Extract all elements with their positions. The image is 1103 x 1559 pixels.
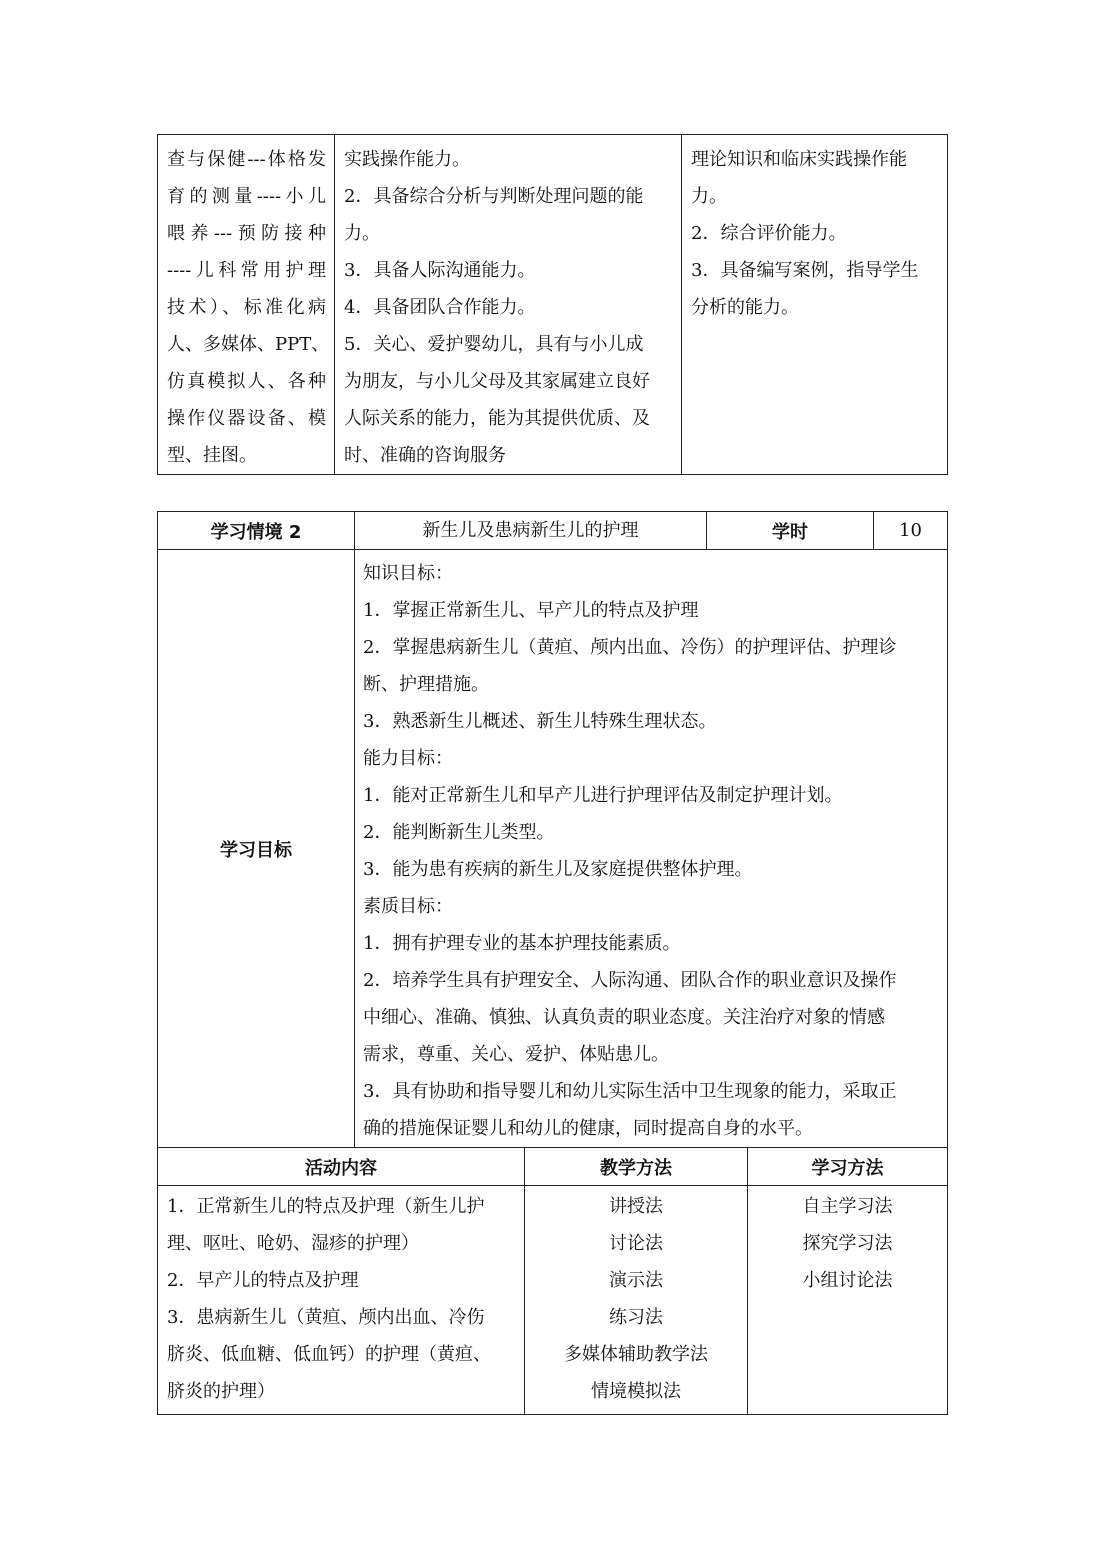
- resources-line: ----儿科常用护理: [167, 260, 326, 281]
- objective-line: 素质目标：: [363, 896, 453, 917]
- activity-line: 脐炎的护理）: [167, 1381, 275, 1402]
- ability-line: 2．具备综合分析与判断处理问题的能: [344, 186, 644, 207]
- hours-label: 学时: [707, 512, 874, 550]
- objective-line: 确的措施保证婴儿和幼儿的健康，同时提高自身的水平。: [363, 1118, 813, 1139]
- learning-header: 学习方法: [748, 1148, 948, 1186]
- learning-cell: [748, 1186, 948, 1415]
- objective-line: 知识目标：: [363, 563, 453, 584]
- resources-text: [167, 141, 330, 474]
- objective-line: 能力目标：: [363, 748, 453, 769]
- teacher-requirement-line: 分析的能力。: [691, 297, 799, 318]
- activity-header: 活动内容: [158, 1148, 525, 1186]
- resources-line: 型、挂图。: [167, 445, 257, 466]
- teaching-method: 演示法: [609, 1270, 663, 1291]
- learning-situation-table: [157, 511, 948, 1415]
- objective-line: 3．具有协助和指导婴儿和幼儿实际生活中卫生现象的能力，采取正: [363, 1081, 897, 1102]
- teaching-cell: [525, 1186, 748, 1415]
- ability-line: 4．具备团队合作能力。: [344, 297, 536, 318]
- teaching-header: 教学方法: [525, 1148, 748, 1186]
- objective-line: 中细心、准确、慎独、认真负责的职业态度。关注治疗对象的情感: [363, 1007, 885, 1028]
- activity-cell: [158, 1186, 525, 1415]
- objective-line: 1．掌握正常新生儿、早产儿的特点及护理: [363, 600, 699, 621]
- hours-value: 10: [874, 512, 948, 550]
- teaching-methods-list: [529, 1188, 743, 1410]
- ability-line: 人际关系的能力，能为其提供优质、及: [344, 408, 650, 429]
- objective-line: 2．培养学生具有护理安全、人际沟通、团队合作的职业意识及操作: [363, 970, 897, 991]
- resources-cell: [158, 135, 335, 475]
- resources-line: 仿真模拟人、各种: [167, 371, 326, 392]
- objective-line: 2．能判断新生儿类型。: [363, 822, 555, 843]
- teaching-method: 讲授法: [609, 1196, 663, 1217]
- teacher-requirement-line: 理论知识和临床实践操作能: [691, 149, 907, 170]
- ability-line: 时、准确的咨询服务: [344, 445, 506, 466]
- activity-text: [167, 1188, 518, 1410]
- activity-line: 3．患病新生儿（黄疸、颅内出血、冷伤: [167, 1307, 485, 1328]
- ability-line: 5．关心、爱护婴幼儿，具有与小儿成: [344, 334, 644, 355]
- resources-line: 人、多媒体、PPT、: [167, 334, 330, 355]
- objective-line: 1．拥有护理专业的基本护理技能素质。: [363, 933, 681, 954]
- ability-line: 实践操作能力。: [344, 149, 470, 170]
- activity-line: 理、呕吐、呛奶、湿疹的护理）: [167, 1233, 419, 1254]
- continuation-table: [157, 134, 948, 475]
- teaching-method: 练习法: [609, 1307, 663, 1328]
- objective-line: 2．掌握患病新生儿（黄疸、颅内出血、冷伤）的护理评估、护理诊: [363, 637, 897, 658]
- activity-line: 1．正常新生儿的特点及护理（新生儿护: [167, 1196, 485, 1217]
- teaching-method: 多媒体辅助教学法: [564, 1344, 708, 1365]
- objective-line: 3．熟悉新生儿概述、新生儿特殊生理状态。: [363, 711, 717, 732]
- activity-line: 脐炎、低血糖、低血钙）的护理（黄疸、: [167, 1344, 491, 1365]
- ability-cell: [335, 135, 682, 475]
- objectives-text: [363, 555, 941, 1147]
- ability-text: [344, 141, 673, 474]
- learning-method: 探究学习法: [802, 1233, 893, 1254]
- learning-methods-list: [752, 1188, 943, 1299]
- ability-line: 力。: [344, 223, 380, 244]
- situation-title: 新生儿及患病新生儿的护理: [355, 512, 707, 550]
- activity-line: 2．早产儿的特点及护理: [167, 1270, 359, 1291]
- teacher-requirement-line: 力。: [691, 186, 727, 207]
- objective-line: 3．能为患有疾病的新生儿及家庭提供整体护理。: [363, 859, 753, 880]
- teaching-method: 情境模拟法: [591, 1381, 681, 1402]
- resources-line: 喂养---预防接种: [167, 223, 326, 244]
- teacher-requirement-line: 3．具备编写案例，指导学生: [691, 260, 919, 281]
- learning-method: 自主学习法: [802, 1196, 893, 1217]
- resources-line: 育的测量----小儿: [167, 186, 326, 207]
- teaching-method: 讨论法: [609, 1233, 663, 1254]
- objectives-label: 学习目标: [158, 550, 355, 1148]
- teacher-requirement-line: 2．综合评价能力。: [691, 223, 847, 244]
- resources-line: 查与保健---体格发: [167, 149, 326, 170]
- resources-line: 操作仪器设备、模: [167, 408, 326, 429]
- objective-line: 断、护理措施。: [363, 674, 489, 695]
- objective-line: 1．能对正常新生儿和早产儿进行护理评估及制定护理计划。: [363, 785, 843, 806]
- ability-line: 3．具备人际沟通能力。: [344, 260, 536, 281]
- situation-label: 学习情境 2: [158, 512, 355, 550]
- teacher-requirements-text: [691, 141, 939, 326]
- resources-line: 技术）、标准化病: [167, 297, 326, 318]
- learning-method: 小组讨论法: [802, 1270, 893, 1291]
- teacher-requirements-cell: [682, 135, 948, 475]
- ability-line: 为朋友，与小儿父母及其家属建立良好: [344, 371, 650, 392]
- objectives-cell: [355, 550, 948, 1148]
- objective-line: 需求，尊重、关心、爱护、体贴患儿。: [363, 1044, 669, 1065]
